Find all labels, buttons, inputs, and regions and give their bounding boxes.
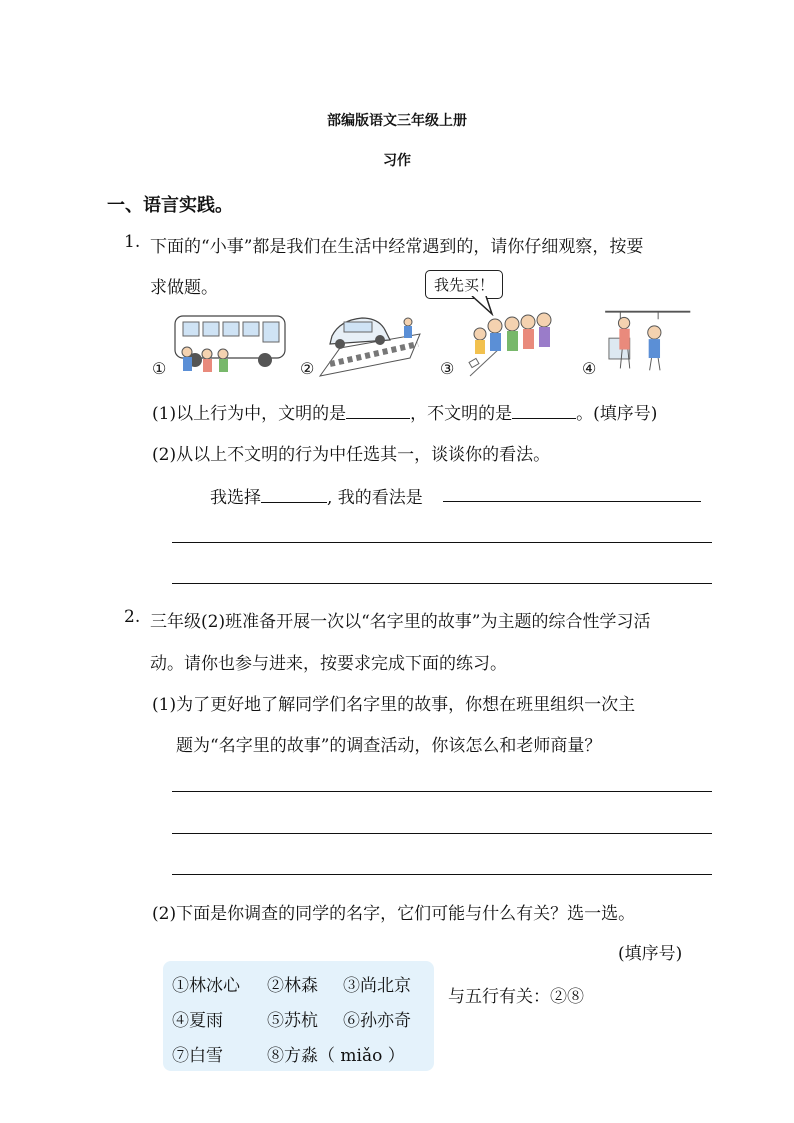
q2-part1-line1: (1)为了更好地了解同学们名字里的故事，你想在班里组织一次主 <box>152 695 636 715</box>
name-item: ⑧方淼（ miǎo ） <box>267 1046 405 1066</box>
answer-line[interactable] <box>172 874 712 875</box>
answer-blank-choice[interactable] <box>261 486 327 503</box>
answer-blank-civilized[interactable] <box>346 402 410 419</box>
car-crosswalk-illustration <box>300 308 425 378</box>
q1-part1-text-c: 。(填序号) <box>576 404 658 424</box>
name-item: ②林森 <box>267 976 318 996</box>
seat-giving-illustration <box>598 306 723 376</box>
q2-part2-line1: (2)下面是你调查的同学的名字，它们可能与什么有关？选一选。 <box>152 904 636 924</box>
q1-part2: (2)从以上不文明的行为中任选其一，谈谈你的看法。 <box>152 445 551 465</box>
queue-jumping-illustration <box>440 308 565 378</box>
q1-number: 1. <box>124 232 141 252</box>
answer-line[interactable] <box>172 583 712 584</box>
choose-line <box>210 483 423 508</box>
answer-line[interactable] <box>172 791 712 792</box>
answer-line-opinion[interactable] <box>443 501 701 502</box>
name-item: ④夏雨 <box>172 1011 223 1031</box>
name-item: ⑥孙亦奇 <box>343 1011 411 1031</box>
book-title: 部编版语文三年级上册 <box>327 113 467 129</box>
q2-text-line2: 动。请你也参与进来，按要求完成下面的练习。 <box>150 654 507 674</box>
picture-label-4: ④ <box>582 359 597 378</box>
choose-text-a: 我选择 <box>210 488 261 508</box>
picture-label-2: ② <box>300 359 315 378</box>
choose-text-b: , 我的看法是 <box>327 488 423 508</box>
bus-scene-illustration <box>165 308 290 378</box>
q1-text-line1: 下面的“小事”都是我们在生活中经常遇到的，请你仔细观察，按要 <box>150 237 644 257</box>
speech-bubble: 我先买！ <box>425 270 503 299</box>
answer-five-elements: 与五行有关：②⑧ <box>448 987 584 1007</box>
q2-text-line1: 三年级(2)班准备开展一次以“名字里的故事”为主题的综合性学习活 <box>150 612 651 632</box>
q2-part2-note: (填序号) <box>618 944 683 964</box>
picture-label-1: ① <box>152 359 167 378</box>
q1-text-line2: 求做题。 <box>150 278 218 298</box>
picture-label-3: ③ <box>440 359 455 378</box>
q1-part1 <box>152 399 657 424</box>
q2-part1-line2: 题为“名字里的故事”的调查活动，你该怎么和老师商量？ <box>176 736 602 756</box>
unit-title: 习作 <box>383 153 411 169</box>
name-item: ⑦白雪 <box>172 1046 223 1066</box>
name-item: ①林冰心 <box>172 976 240 996</box>
section-title: 一、语言实践。 <box>107 195 233 216</box>
q2-number: 2. <box>124 607 141 627</box>
answer-line[interactable] <box>172 542 712 543</box>
name-item: ⑤苏杭 <box>267 1011 318 1031</box>
q1-part1-text-b: ，不文明的是 <box>410 404 513 424</box>
q1-part1-text-a: (1)以上行为中，文明的是 <box>152 404 347 424</box>
answer-blank-uncivilized[interactable] <box>512 402 576 419</box>
name-item: ③尚北京 <box>343 976 411 996</box>
answer-line[interactable] <box>172 833 712 834</box>
